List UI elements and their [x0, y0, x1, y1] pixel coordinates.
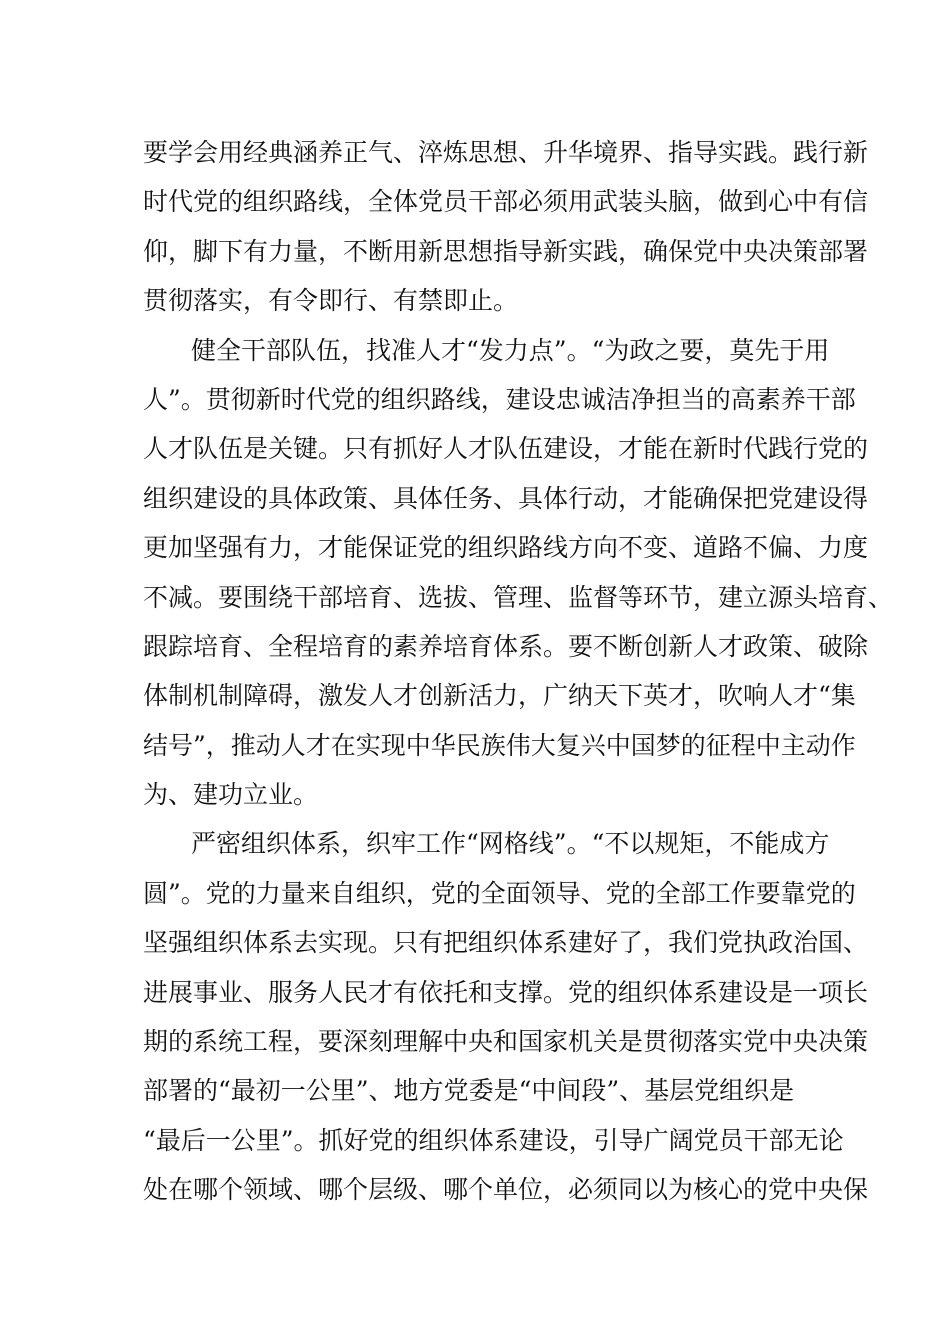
text-line: 时代党的组织路线，全体党员干部必须用武装头脑，做到心中有信: [143, 187, 869, 217]
text-line: 组织建设的具体政策、具体任务、具体行动，才能确保把党建设得: [143, 483, 869, 513]
text-line: 人”。贯彻新时代党的组织路线，建设忠诚洁净担当的高素养干部: [143, 384, 856, 414]
text-line: 结号”，推动人才在实现中华民族伟大复兴中国梦的征程中主动作: [143, 730, 856, 760]
text-line: 部署的“最初一公里”、地方党委是“中间段”、基层党组织是: [143, 1076, 795, 1106]
document-body: [143, 128, 894, 1215]
text-line: 人才队伍是关键。只有抓好人才队伍建设，才能在新时代践行党的: [143, 434, 869, 464]
paragraph-heading-line: 健全干部队伍，找准人才“发力点”。“为政之要，莫先于用: [191, 335, 830, 365]
text-line: 期的系统工程，要深刻理解中央和国家机关是贯彻落实党中央决策: [143, 1027, 869, 1057]
text-line: 要学会用经典涵养正气、淬炼思想、升华境界、指导实践。践行新: [143, 138, 869, 167]
paragraph-heading-line: 严密组织体系，织牢工作“网格线”。“不以规矩，不能成方: [191, 829, 830, 859]
text-line: 坚强组织体系去实现。只有把组织体系建好了，我们党执政治国、: [143, 928, 869, 958]
text-line: 体制机制障碍，激发人才创新活力，广纳天下英才，吹响人才“集: [143, 681, 856, 711]
text-line: 进展事业、服务人民才有依托和支撑。党的组织体系建设是一项长: [143, 977, 869, 1007]
text-line: 处在哪个领域、哪个层级、哪个单位，必须同以为核心的党中央保: [143, 1175, 869, 1205]
text-line: “最后一公里”。抓好党的组织体系建设，引导广阔党员干部无论: [143, 1125, 844, 1155]
text-line: 贯彻落实，有令即行、有禁即止。: [143, 286, 519, 316]
text-line: 更加坚强有力，才能保证党的组织路线方向不变、道路不偏、力度: [143, 533, 869, 563]
text-line: 跟踪培育、全程培育的素养培育体系。要不断创新人才政策、破除: [143, 631, 869, 661]
text-line: 为、建功立业。: [143, 780, 319, 810]
text-line: 圆”。党的力量来自组织，党的全面领导、党的全部工作要靠党的: [143, 878, 856, 908]
text-line: 不减。要围绕干部培育、选拔、管理、监督等环节，建立源头培育、: [143, 582, 894, 612]
text-line: 仰，脚下有力量，不断用新思想指导新实践，确保党中央决策部署: [143, 236, 869, 266]
